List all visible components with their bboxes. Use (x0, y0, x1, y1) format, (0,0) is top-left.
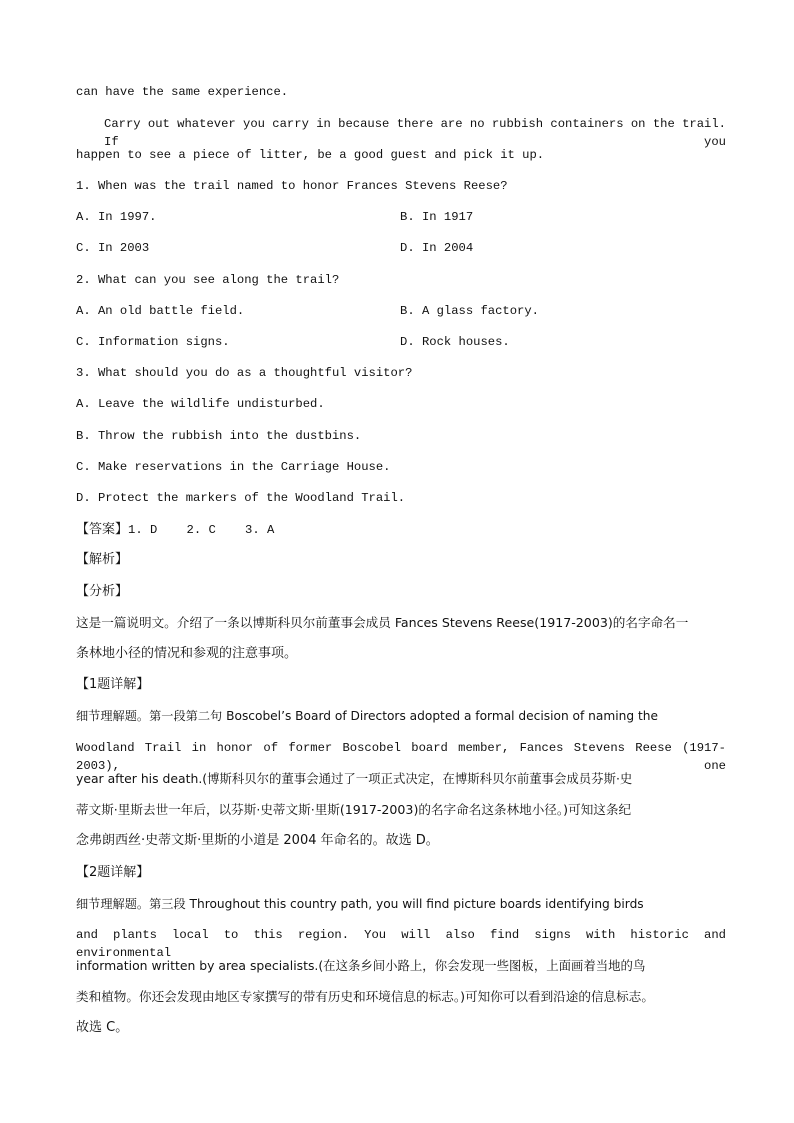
answer-text: 1. D 2. C 3. A (128, 523, 275, 537)
q1-detail-line: 念弗朗西丝·史蒂文斯·里斯的小道是 2004 年命名的。故选 D。 (76, 833, 439, 848)
q1-detail-line: year after his death.(博斯科贝尔的董事会通过了一项正式决定，在博斯科贝尔前董事会成员芬斯·史 (76, 771, 633, 786)
q2-detail-line: 故选 C。 (76, 1020, 129, 1035)
question-1-stem: 1. When was the trail named to honor Frances Stevens Reese? (76, 179, 508, 193)
option-b[interactable]: B. In 1917 (400, 210, 474, 224)
passage-line: Carry out whatever you carry in because there are no rubbish containers on the trail. If you (104, 117, 726, 149)
analysis-header: 【解析】 (76, 552, 129, 567)
q1-detail-header: 【1题详解】 (76, 677, 150, 692)
passage-line: happen to see a piece of litter, be a good guest and pick it up. (76, 148, 545, 162)
option-d[interactable]: D. Protect the markers of the Woodland Trail. (76, 491, 406, 505)
q1-detail-line: 蒂文斯·里斯去世一年后，以芬斯·史蒂文斯·里斯(1917-2003)的名字命名这条林地小径。)可知这条纪 (76, 802, 632, 817)
option-a[interactable]: A. In 1997. (76, 210, 157, 224)
q1-detail-line: Woodland Trail in honor of former Boscobel board member, Fances Stevens Reese (1917-2003), one (76, 741, 726, 773)
q2-detail-line: and plants local to this region. You will also find signs with historic and environmental (76, 928, 726, 960)
question-1-options-row (76, 208, 726, 226)
q1-detail-line: 细节理解题。第一段第二句 Boscobel’s Board of Directors adopted a formal decision of naming the (76, 709, 658, 723)
option-b[interactable]: B. A glass factory. (400, 304, 539, 318)
q2-detail-header: 【2题详解】 (76, 865, 150, 880)
option-c[interactable]: C. In 2003 (76, 241, 150, 255)
question-2-stem: 2. What can you see along the trail? (76, 273, 340, 287)
question-2-options-row (76, 302, 726, 320)
option-a[interactable]: A. An old battle field. (76, 304, 245, 318)
q2-detail-line: 类和植物。你还会发现由地区专家撰写的带有历史和环境信息的标志。)可知你可以看到沿途的信息标志。 (76, 989, 654, 1004)
fenxi-line: 这是一篇说明文。介绍了一条以博斯科贝尔前董事会成员 Fances Stevens Reese(1917-2003)的名字命名一 (76, 615, 689, 630)
q2-detail-line: 细节理解题。第三段 Throughout this country path, you will find picture boards identifying birds (76, 897, 644, 911)
option-d[interactable]: D. In 2004 (400, 241, 474, 255)
fenxi-header: 【分析】 (76, 584, 129, 599)
option-b[interactable]: B. Throw the rubbish into the dustbins. (76, 429, 362, 443)
fenxi-line: 条林地小径的情况和参观的注意事项。 (76, 646, 298, 661)
q2-detail-line: information written by area specialists.(在这条乡间小路上，你会发现一些图板，上面画着当地的鸟 (76, 958, 646, 973)
question-2-options-row (76, 333, 726, 351)
option-d[interactable]: D. Rock houses. (400, 335, 510, 349)
answer-label: 【答案】 (76, 522, 129, 537)
option-c[interactable]: C. Make reservations in the Carriage House. (76, 460, 391, 474)
question-3-stem: 3. What should you do as a thoughtful visitor? (76, 366, 413, 380)
passage-line: can have the same experience. (76, 85, 289, 99)
question-1-options-row (76, 239, 726, 257)
option-a[interactable]: A. Leave the wildlife undisturbed. (76, 397, 325, 411)
answer-line (76, 520, 726, 539)
option-c[interactable]: C. Information signs. (76, 335, 230, 349)
